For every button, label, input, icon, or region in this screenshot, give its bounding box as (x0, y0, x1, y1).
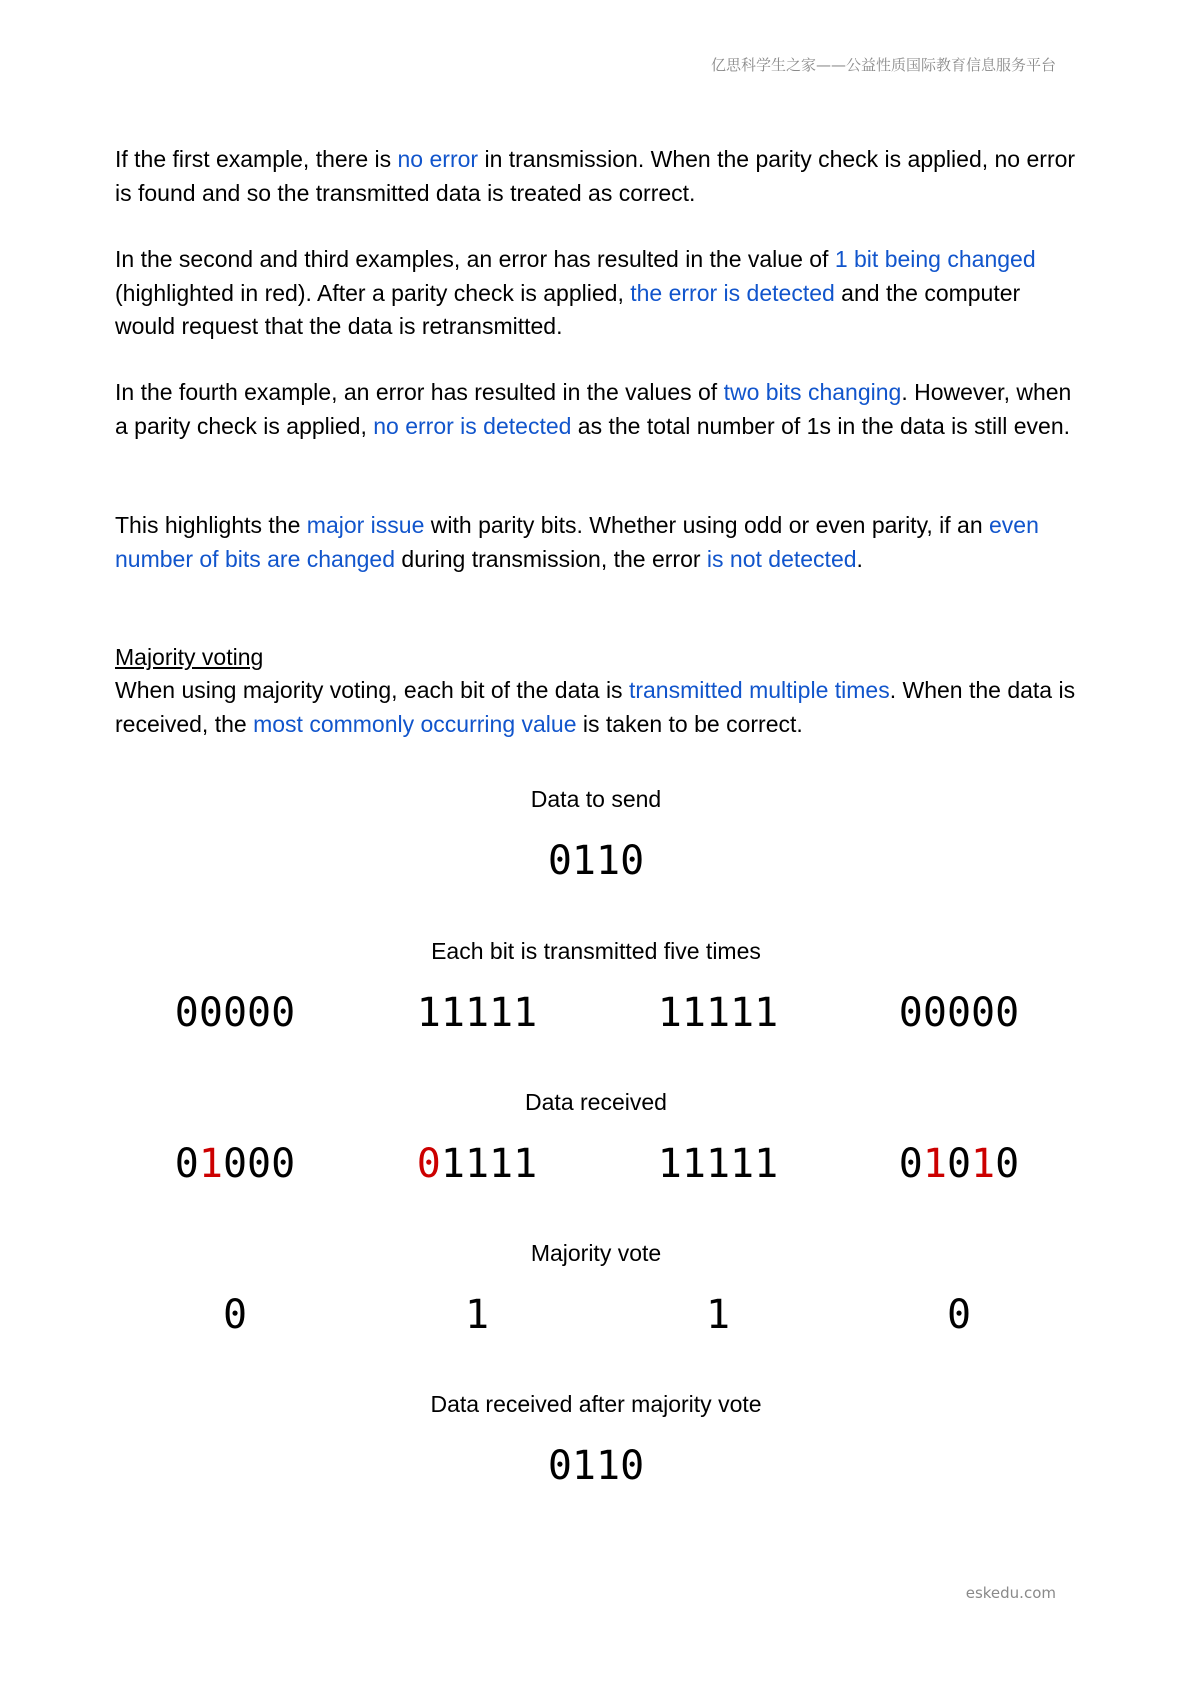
error-bit: 1 (922, 1141, 947, 1187)
bits: 0 (995, 1141, 1020, 1187)
error-bit: 1 (198, 1141, 223, 1187)
vote-bit: 0 (946, 1292, 972, 1338)
highlight-two-bits-changing: two bits changing (723, 379, 902, 405)
label-data-to-send: Data to send (530, 786, 662, 812)
label-transmitted: Each bit is transmitted five times (431, 938, 761, 964)
label-majority-vote: Majority vote (530, 1240, 662, 1266)
vote-bit: 0 (222, 1292, 248, 1338)
error-bit: 1 (971, 1141, 996, 1187)
code-data-to-send: 0110 (547, 838, 645, 884)
highlight-transmitted-multiple-times: transmitted multiple times (628, 677, 890, 703)
row-received (0, 1141, 1192, 1191)
paragraph-majority-voting (115, 674, 1085, 741)
text-segment: in transmission. When the parity check is applied, no error is found and so the transmitted data is treated as correct. (115, 146, 1076, 206)
received-bit-group (115, 1141, 355, 1187)
row-transmitted (0, 990, 1192, 1040)
header-site-name: 亿思科学生之家——公益性质国际教育信息服务平台 (710, 56, 1056, 74)
label-data-received: Data received (525, 1089, 667, 1115)
text-segment: When using majority voting, each bit of the data is (115, 677, 629, 703)
bits: 0 (898, 1141, 923, 1187)
text-segment: . (856, 545, 863, 572)
bits: 000 (222, 1141, 296, 1187)
label-result: Data received after majority vote (430, 1391, 762, 1417)
bits: 11111 (657, 1141, 779, 1187)
received-bit-group (598, 1141, 838, 1187)
text-segment: This highlights the (115, 512, 307, 538)
highlight-major-issue: major issue (306, 512, 425, 538)
text-segment: with parity bits. Whether using odd or even parity, if an (424, 512, 990, 538)
highlight-not-detected: is not detected (706, 545, 857, 572)
highlight-one-bit-changed: 1 bit being changed (834, 246, 1036, 272)
highlight-even-number-changed: even number of bits are changed (115, 512, 1039, 572)
footer-site: eskedu.com (965, 1584, 1056, 1602)
vote-bit: 1 (705, 1292, 731, 1338)
bits: 1111 (440, 1141, 538, 1187)
section-heading-majority-voting: Majority voting (115, 644, 264, 670)
highlight-no-error-detected: no error is detected (373, 412, 572, 439)
transmitted-bit-group: 11111 (657, 990, 779, 1036)
text-segment: is taken to be correct. (576, 710, 803, 737)
row-majority-vote (0, 1292, 1192, 1342)
bits: 0 (946, 1141, 972, 1187)
text-segment: (highlighted in red). After a parity check is applied, (115, 279, 631, 306)
text-segment: In the fourth example, an error has resulted in the values of (115, 379, 724, 405)
paragraph-fourth-example (115, 376, 1085, 443)
highlight-most-common-value: most commonly occurring value (253, 710, 577, 737)
bits: 0 (174, 1141, 199, 1187)
highlight-error-detected: the error is detected (630, 279, 835, 306)
text-segment: If the first example, there is (115, 146, 398, 172)
text-segment: . When the data is received, the (115, 677, 1076, 737)
code-result: 0110 (547, 1443, 645, 1489)
text-segment: and the computer would request that the data is retransmitted. (115, 279, 1021, 339)
received-bit-group (357, 1141, 597, 1187)
text-segment: In the second and third examples, an error has resulted in the value of (115, 246, 835, 272)
text-segment: as the total number of 1s in the data is still even. (571, 412, 1071, 439)
paragraph-major-issue (115, 509, 1085, 576)
highlight-no-error: no error (397, 146, 479, 172)
text-segment: during transmission, the error (395, 545, 707, 572)
vote-bit: 1 (464, 1292, 490, 1338)
error-bit: 0 (416, 1141, 441, 1187)
transmitted-bit-group: 00000 (898, 990, 1020, 1036)
text-segment: . However, when a parity check is applied, (115, 379, 1072, 439)
paragraph-first-example (115, 143, 1085, 210)
paragraph-second-third-examples (115, 243, 1085, 344)
transmitted-bit-group: 00000 (174, 990, 296, 1036)
transmitted-bit-group: 11111 (416, 990, 538, 1036)
received-bit-group (839, 1141, 1079, 1187)
